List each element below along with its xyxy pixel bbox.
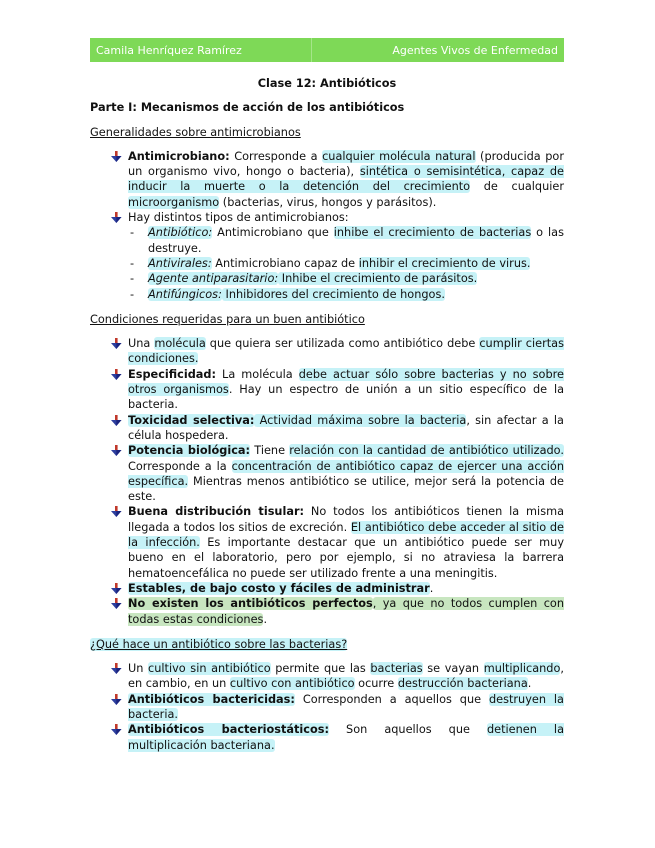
bullet-arrow-icon <box>110 212 122 224</box>
bullet-arrow-icon <box>110 445 122 457</box>
header-author: Camila Henríquez Ramírez <box>90 38 312 62</box>
dash-list-types <box>128 225 564 301</box>
header-course: Agentes Vivos de Enfermedad <box>392 43 558 57</box>
bullet-arrow-icon <box>110 369 122 381</box>
bullet-list-condiciones <box>90 336 564 627</box>
list-item: Una molécula que quiera ser utilizada como antibiótico debe cumplir ciertas condiciones. <box>128 336 564 367</box>
bullet-list-accion <box>90 661 564 753</box>
list-item: Antibióticos bacteriostáticos: Son aquellos que detienen la multiplicación bacteriana. <box>128 722 564 753</box>
section-heading-accion: ¿Qué hace un antibiótico sobre las bacterias? <box>90 637 348 651</box>
part-title: Parte I: Mecanismos de acción de los antibióticos <box>90 101 405 115</box>
section-heading-condiciones: Condiciones requeridas para un buen antibiótico <box>90 312 365 326</box>
bullet-arrow-icon <box>110 724 122 736</box>
list-item: Toxicidad selectiva: Actividad máxima sobre la bacteria, sin afectar a la célula hospedera. <box>128 413 564 444</box>
list-item: Un cultivo sin antibiótico permite que las bacterias se vayan multiplicando, en cambio, en un cultivo con antibiótico ocurre destrucción bacteriana. <box>128 661 564 692</box>
list-item: Potencia biológica: Tiene relación con la cantidad de antibiótico utilizado. Corresponde a la concentración de antibiótico capaz de ejercer una acción específica. Mientras menos antibiótico se utilice, mejor será la potencia de este. <box>128 443 564 504</box>
document-title: Clase 12: Antibióticos <box>257 77 397 90</box>
bullet-arrow-icon <box>110 151 122 163</box>
list-item: No existen los antibióticos perfectos, ya que no todos cumplen con todas estas condiciones. <box>128 596 564 627</box>
bullet-list-generalidades <box>90 149 564 302</box>
list-item: Estables, de bajo costo y fáciles de administrar. <box>128 581 564 596</box>
list-item: - Antibiótico: Antimicrobiano que inhibe el crecimiento de bacterias o las destruye. <box>148 225 564 256</box>
bullet-arrow-icon <box>110 415 122 427</box>
list-item: - Agente antiparasitario: Inhibe el crecimiento de parásitos. <box>148 271 564 286</box>
list-item: Antimicrobiano: Corresponde a cualquier molécula natural (producida por un organismo vivo, hongo o bacteria), sintética o semisintética, capaz de inducir la muerte o la detención del crecimiento de cualquier microorganismo (bacterias, virus, hongos y parásitos). <box>128 149 564 210</box>
list-item: Especificidad: La molécula debe actuar sólo sobre bacterias y no sobre otros organismos. Hay un espectro de unión a un sitio específico de la bacteria. <box>128 367 564 413</box>
document-body <box>90 76 564 763</box>
bullet-arrow-icon <box>110 583 122 595</box>
bullet-arrow-icon <box>110 338 122 350</box>
bullet-arrow-icon <box>110 598 122 610</box>
bullet-arrow-icon <box>110 663 122 675</box>
list-item: Buena distribución tisular: No todos los antibióticos tienen la misma llegada a todos los sitios de excreción. El antibiótico debe acceder al sitio de la infección. Es importante destacar que un antibiótico puede ser muy bueno en el laboratorio, pero por ejemplo, si no atraviesa la barrera hematoencefálica no puede ser utilizado frente a una meningitis. <box>128 504 564 580</box>
page-header <box>90 38 564 62</box>
section-heading-generalidades: Generalidades sobre antimicrobianos <box>90 125 301 139</box>
list-item: Antibióticos bactericidas: Corresponden a aquellos que destruyen la bacteria. <box>128 692 564 723</box>
bullet-arrow-icon <box>110 506 122 518</box>
bullet-arrow-icon <box>110 694 122 706</box>
list-item: Hay distintos tipos de antimicrobianos: - Antibiótico: Antimicrobiano que inhibe el crecimiento de bacterias o las destruye. - Antivirales: Antimicrobiano capaz de inhibir el crecimiento de virus. - Agente antiparasitario: Inhibe el crecimiento de parásitos. - Antifúngicos: Inhibidores del crecimiento de hongos. <box>128 210 564 302</box>
list-item: - Antivirales: Antimicrobiano capaz de inhibir el crecimiento de virus. <box>148 256 564 271</box>
list-item: - Antifúngicos: Inhibidores del crecimiento de hongos. <box>148 287 564 302</box>
